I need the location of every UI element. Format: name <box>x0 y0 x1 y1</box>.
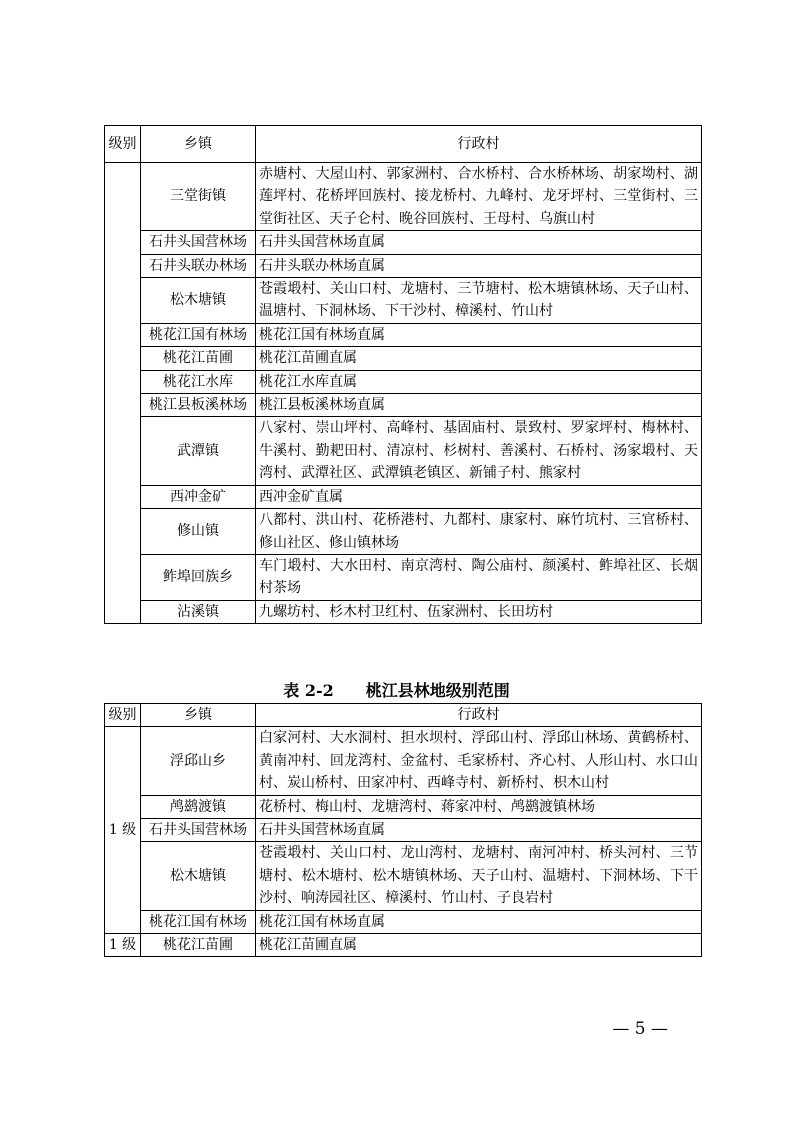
town-cell: 石井头联办林场 <box>141 254 256 277</box>
table-caption <box>0 680 793 702</box>
town-cell: 松木塘镇 <box>141 278 256 324</box>
town-cell: 武潭镇 <box>141 417 256 485</box>
town-cell: 松木塘镇 <box>141 842 256 910</box>
header-town: 乡镇 <box>141 126 256 163</box>
villages-cell: 桃花江水库直属 <box>256 370 702 393</box>
villages-cell: 八家村、崇山坪村、高峰村、基固庙村、景致村、罗家坪村、梅林村、牛溪村、勤耙田村、清凉村、杉树村、善溪村、石桥村、汤家塅村、天湾村、武潭社区、武潭镇老镇区、新铺子村、熊家村 <box>256 417 702 485</box>
table-row <box>105 795 702 818</box>
table-header-row <box>105 126 702 163</box>
villages-cell: 桃江县板溪林场直属 <box>256 394 702 417</box>
villages-cell: 九螺坊村、杉木村卫红村、伍家洲村、长田坊村 <box>256 600 702 623</box>
header-villages: 行政村 <box>256 126 702 163</box>
villages-cell: 桃花江国有林场直属 <box>256 323 702 346</box>
villages-cell: 花桥村、梅山村、龙塘湾村、蒋家冲村、鸬鹚渡镇林场 <box>256 795 702 818</box>
town-cell: 桃江县板溪林场 <box>141 394 256 417</box>
table-row <box>105 323 702 346</box>
villages-cell: 西冲金矿直属 <box>256 485 702 508</box>
caption-number: 表 2-2 <box>283 681 334 700</box>
table-row <box>105 934 702 957</box>
table-row <box>105 842 702 910</box>
forest-level-table <box>104 703 702 957</box>
table-row <box>105 278 702 324</box>
town-cell: 桃花江苗圃 <box>141 347 256 370</box>
table-row <box>105 417 702 485</box>
caption-title: 桃江县林地级别范围 <box>365 681 510 700</box>
table-header-row <box>105 704 702 727</box>
villages-cell: 赤塘村、大屋山村、郭家洲村、合水桥村、合水桥林场、胡家坳村、湖莲坪村、花桥坪回族村、接龙桥村、九峰村、龙牙坪村、三堂街村、三堂街社区、天子仑村、晚谷回族村、王母村、乌旗山村 <box>256 163 702 231</box>
table-row <box>105 347 702 370</box>
villages-cell: 白家河村、大水洞村、担水坝村、浮邱山村、浮邱山林场、黄鹤桥村、黄南冲村、回龙湾村、金盆村、毛家桥村、齐心村、人形山村、水口山村、炭山桥村、田家冲村、西峰寺村、新桥村、枳木山村 <box>256 727 702 795</box>
town-cell: 石井头国营林场 <box>141 819 256 842</box>
page-number: — 5 — <box>612 1019 668 1039</box>
town-cell: 桃花江苗圃 <box>141 934 256 957</box>
villages-cell: 石井头联办林场直属 <box>256 254 702 277</box>
town-cell: 沾溪镇 <box>141 600 256 623</box>
villages-cell: 苍霞塅村、关山口村、龙山湾村、龙塘村、南河冲村、桥头河村、三节塘村、松木塘村、松木塘镇林场、天子山村、温塘村、下洞林场、下干沙村、响涛园社区、樟溪村、竹山村、子良岩村 <box>256 842 702 910</box>
forest-level-table-continued <box>104 125 702 624</box>
town-cell: 鸬鹚渡镇 <box>141 795 256 818</box>
table-row <box>105 727 702 795</box>
villages-cell: 桃花江苗圃直属 <box>256 934 702 957</box>
table-row <box>105 394 702 417</box>
table-row <box>105 254 702 277</box>
table-row <box>105 163 702 231</box>
villages-cell: 石井头国营林场直属 <box>256 819 702 842</box>
level-cell: 1 级 <box>105 934 141 957</box>
level-cell: 1 级 <box>105 727 141 934</box>
table-row <box>105 509 702 555</box>
header-town: 乡镇 <box>141 704 256 727</box>
town-cell: 桃花江水库 <box>141 370 256 393</box>
header-level: 级别 <box>105 126 141 163</box>
header-villages: 行政村 <box>256 704 702 727</box>
town-cell: 桃花江国有林场 <box>141 323 256 346</box>
villages-cell: 车门塅村、大水田村、南京湾村、陶公庙村、颜溪村、鲊埠社区、长烟村茶场 <box>256 554 702 600</box>
header-level: 级别 <box>105 704 141 727</box>
table-row <box>105 600 702 623</box>
villages-cell: 苍霞塅村、关山口村、龙塘村、三节塘村、松木塘镇林场、天子山村、温塘村、下洞林场、下干沙村、樟溪村、竹山村 <box>256 278 702 324</box>
villages-cell: 石井头国营林场直属 <box>256 231 702 254</box>
table-row <box>105 485 702 508</box>
villages-cell: 桃花江国有林场直属 <box>256 910 702 933</box>
town-cell: 鲊埠回族乡 <box>141 554 256 600</box>
table-row <box>105 231 702 254</box>
table-row <box>105 819 702 842</box>
villages-cell: 桃花江苗圃直属 <box>256 347 702 370</box>
table-row <box>105 370 702 393</box>
town-cell: 三堂街镇 <box>141 163 256 231</box>
villages-cell: 八都村、洪山村、花桥港村、九都村、康家村、麻竹坑村、三官桥村、修山社区、修山镇林场 <box>256 509 702 555</box>
level-cell-empty <box>105 163 141 624</box>
town-cell: 修山镇 <box>141 509 256 555</box>
table-row <box>105 554 702 600</box>
town-cell: 浮邱山乡 <box>141 727 256 795</box>
table-row <box>105 910 702 933</box>
town-cell: 桃花江国有林场 <box>141 910 256 933</box>
town-cell: 西冲金矿 <box>141 485 256 508</box>
town-cell: 石井头国营林场 <box>141 231 256 254</box>
